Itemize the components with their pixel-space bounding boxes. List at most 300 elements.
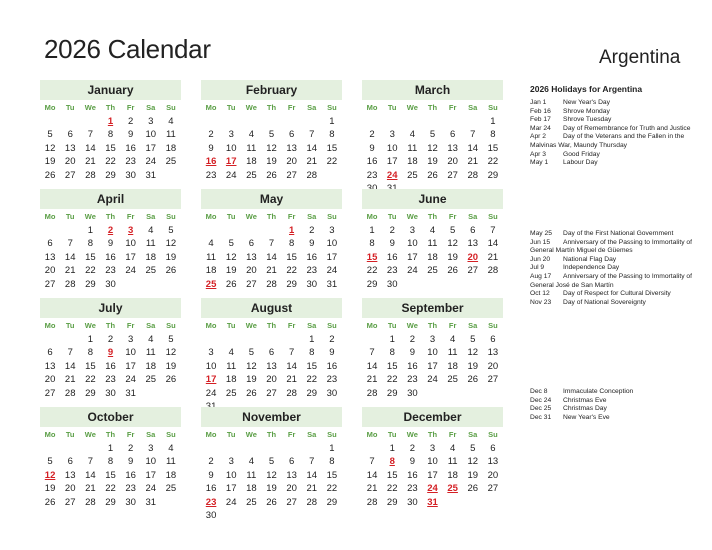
holiday-date: Feb 17: [530, 116, 551, 124]
day: 13: [467, 238, 479, 249]
day: 19: [165, 360, 177, 372]
month-title: June: [362, 189, 503, 209]
empty-day: [40, 442, 60, 456]
day: 29: [386, 496, 398, 508]
day: 24: [427, 374, 438, 385]
weekday-label: Sa: [146, 430, 156, 439]
holiday-day: 31: [427, 496, 438, 508]
holiday-item: [530, 133, 702, 150]
day: 29: [487, 169, 499, 181]
day: 3: [429, 442, 436, 454]
day: 22: [386, 483, 398, 494]
day: 20: [64, 483, 76, 494]
day: 21: [85, 156, 96, 167]
holiday-item: [530, 273, 702, 290]
day: 2: [369, 129, 375, 140]
day: 18: [447, 360, 458, 372]
empty-day: [40, 333, 60, 347]
day: 27: [64, 169, 76, 181]
empty-day: [221, 442, 241, 456]
holiday-name: Day of the Veterans and the Fallen in the Malvinas War, Maundy Thursday: [530, 133, 685, 149]
day: 30: [205, 510, 217, 521]
empty-day: [60, 224, 80, 238]
holiday-day: 17: [205, 374, 217, 385]
day: 19: [266, 483, 277, 494]
weekday-label: We: [245, 212, 257, 221]
holiday-list-group-1: [530, 99, 702, 168]
holiday-day: 12: [44, 469, 56, 481]
day: 6: [449, 129, 456, 140]
day: 31: [125, 387, 136, 399]
day: 11: [246, 469, 257, 481]
day: 24: [205, 387, 217, 399]
day: 26: [467, 374, 479, 385]
day: 4: [449, 333, 456, 345]
day: 23: [366, 169, 378, 181]
day: 7: [309, 129, 315, 140]
weekday-label: Fr: [126, 212, 135, 221]
weekday-label: Sa: [468, 430, 478, 439]
month-days: [40, 101, 181, 182]
holiday-date: Jun 20: [530, 255, 551, 263]
day: 29: [105, 169, 116, 181]
holiday-day: 9: [107, 347, 114, 358]
day: 12: [225, 251, 237, 263]
day: 9: [369, 142, 375, 154]
month-november: [201, 407, 342, 523]
day: 29: [386, 387, 398, 399]
day: 26: [44, 496, 56, 508]
day: 27: [44, 278, 56, 290]
weekday-label: We: [245, 321, 257, 330]
empty-day: [422, 115, 442, 129]
day: 12: [427, 142, 438, 154]
empty-day: [80, 115, 100, 129]
day: 12: [447, 238, 458, 249]
holiday-item: [530, 239, 702, 256]
day: 7: [288, 347, 295, 358]
empty-day: [261, 224, 281, 238]
day: 24: [326, 265, 338, 276]
holiday-date: Oct 12: [530, 290, 550, 298]
empty-day: [261, 115, 281, 129]
holiday-day: 20: [467, 251, 479, 263]
day: 1: [87, 333, 93, 345]
holiday-date: May 1: [530, 159, 549, 167]
day: 3: [148, 115, 154, 127]
day: 23: [105, 265, 116, 276]
day: 8: [107, 129, 114, 140]
weekday-label: Mo: [366, 430, 378, 439]
day: 9: [409, 456, 415, 467]
day: 4: [168, 115, 174, 127]
day: 5: [228, 238, 234, 249]
day: 12: [165, 347, 177, 358]
day: 13: [44, 360, 56, 372]
weekday-label: Sa: [146, 321, 156, 330]
day: 26: [447, 265, 458, 276]
day: 25: [165, 156, 177, 167]
day: 19: [427, 156, 438, 167]
day: 4: [248, 456, 254, 467]
page-title: 2026 Calendar: [44, 34, 211, 64]
day: 31: [326, 278, 338, 290]
month-days: [201, 210, 342, 291]
day: 15: [85, 360, 96, 372]
day: 31: [145, 496, 157, 508]
weekday-label: Sa: [307, 430, 317, 439]
holiday-name: Independence Day: [563, 264, 620, 272]
day: 7: [309, 456, 315, 467]
day: 4: [148, 224, 154, 236]
month-february: [201, 80, 342, 182]
weekday-label: We: [245, 430, 257, 439]
day: 21: [467, 156, 479, 167]
day: 8: [309, 347, 315, 358]
weekday-label: Mo: [44, 321, 56, 330]
day: 2: [329, 333, 335, 345]
weekday-label: Su: [327, 103, 337, 112]
day: 12: [165, 238, 177, 249]
day: 8: [87, 238, 93, 249]
empty-day: [302, 115, 322, 129]
day: 15: [487, 142, 499, 154]
day: 19: [165, 251, 177, 263]
day: 25: [246, 169, 257, 181]
month-days: [201, 319, 342, 414]
holiday-date: May 25: [530, 230, 552, 237]
day: 5: [268, 456, 275, 467]
day: 18: [165, 142, 177, 154]
day: 25: [165, 483, 177, 494]
weekday-label: Sa: [146, 103, 156, 112]
day: 30: [306, 278, 318, 290]
day: 5: [449, 224, 456, 236]
holiday-day: 1: [107, 115, 114, 127]
day: 21: [64, 265, 76, 276]
day: 18: [225, 374, 237, 385]
weekday-label: Sa: [468, 212, 478, 221]
day: 26: [266, 496, 277, 508]
day: 24: [145, 156, 157, 167]
month-days: [362, 319, 503, 400]
day: 24: [125, 374, 136, 385]
day: 3: [208, 347, 214, 358]
weekday-label: Th: [105, 430, 116, 439]
holiday-name: Shrove Tuesday: [563, 116, 612, 124]
day: 14: [366, 360, 378, 372]
day: 25: [407, 169, 418, 181]
day: 20: [487, 360, 499, 372]
day: 5: [168, 333, 174, 345]
day: 14: [467, 142, 479, 154]
day: 17: [427, 360, 438, 372]
day: 18: [145, 251, 157, 263]
day: 15: [85, 251, 96, 263]
month-title: February: [201, 80, 342, 100]
day: 16: [105, 251, 116, 263]
day: 27: [286, 169, 297, 181]
day: 3: [127, 333, 134, 345]
day: 15: [326, 469, 338, 481]
holiday-day: 3: [127, 224, 134, 236]
weekday-label: Mo: [44, 430, 56, 439]
holiday-day: 15: [366, 251, 378, 263]
day: 22: [326, 483, 338, 494]
weekday-label: Mo: [44, 212, 56, 221]
day: 24: [125, 265, 136, 276]
weekday-label: We: [406, 103, 418, 112]
month-december: [362, 407, 503, 509]
weekday-label: Su: [327, 212, 337, 221]
day: 24: [225, 496, 237, 508]
day: 14: [266, 251, 277, 263]
month-title: August: [201, 298, 342, 318]
day: 18: [427, 251, 438, 263]
day: 8: [329, 456, 335, 467]
holiday-item: [530, 230, 702, 239]
day: 20: [44, 265, 56, 276]
day: 10: [205, 360, 217, 372]
empty-day: [60, 115, 80, 129]
empty-day: [443, 115, 463, 129]
weekday-label: Su: [488, 321, 498, 330]
holiday-date: Jan 1: [530, 99, 547, 106]
day: 4: [248, 129, 254, 140]
day: 7: [470, 129, 476, 140]
day: 30: [407, 496, 418, 508]
day: 4: [168, 442, 174, 454]
weekday-label: Fr: [448, 212, 457, 221]
holiday-day: 16: [205, 156, 217, 167]
holiday-name: Anniversary of the Passing to Immortality of General Martín Miguel de Güemes: [530, 238, 692, 255]
day: 5: [268, 129, 275, 140]
day: 29: [286, 278, 297, 290]
day: 5: [47, 129, 53, 140]
day: 19: [44, 483, 56, 494]
day: 6: [47, 238, 53, 249]
weekday-label: Fr: [287, 430, 296, 439]
month-title: December: [362, 407, 503, 427]
day: 16: [105, 360, 116, 372]
holiday-name: Day of the First National Government: [563, 230, 674, 237]
holiday-day: 1: [288, 224, 295, 236]
empty-day: [282, 115, 302, 129]
holiday-name: Labour Day: [563, 159, 598, 167]
day: 6: [47, 347, 53, 358]
weekday-label: Th: [427, 321, 438, 330]
month-days: [201, 101, 342, 182]
day: 15: [306, 360, 318, 372]
day: 7: [369, 456, 375, 467]
day: 2: [208, 456, 214, 467]
weekday-label: Su: [488, 103, 498, 112]
weekday-label: Th: [105, 321, 116, 330]
day: 20: [286, 156, 297, 167]
weekday-label: Fr: [448, 103, 457, 112]
empty-day: [282, 333, 302, 347]
weekday-label: Tu: [226, 321, 236, 330]
day: 2: [309, 224, 315, 236]
empty-day: [201, 333, 221, 347]
weekday-label: Tu: [226, 103, 236, 112]
day: 8: [107, 456, 114, 467]
day: 13: [487, 347, 499, 358]
month-title: July: [40, 298, 181, 318]
day: 10: [427, 347, 438, 358]
day: 28: [85, 496, 96, 508]
day: 7: [87, 456, 93, 467]
day: 1: [107, 442, 114, 454]
day: 13: [266, 360, 277, 372]
day: 14: [366, 469, 378, 481]
day: 6: [248, 238, 254, 249]
day: 31: [145, 169, 157, 181]
day: 15: [326, 142, 338, 154]
weekday-label: Fr: [126, 103, 135, 112]
day: 11: [447, 347, 458, 358]
day: 30: [407, 387, 418, 399]
weekday-label: We: [245, 103, 257, 112]
day: 8: [490, 129, 496, 140]
day: 15: [386, 360, 398, 372]
holiday-date: Jun 15: [530, 238, 551, 246]
day: 15: [286, 251, 297, 263]
empty-day: [60, 333, 80, 347]
day: 6: [490, 442, 496, 454]
weekday-label: Mo: [366, 212, 378, 221]
day: 26: [44, 169, 56, 181]
day: 1: [309, 333, 315, 345]
day: 20: [286, 483, 297, 494]
weekday-label: We: [84, 430, 96, 439]
day: 23: [386, 265, 398, 276]
day: 12: [266, 142, 277, 154]
empty-day: [221, 224, 241, 238]
holiday-item: [530, 151, 702, 160]
day: 21: [266, 265, 277, 276]
holiday-item: [530, 125, 702, 134]
day: 1: [389, 333, 395, 345]
day: 19: [266, 156, 277, 167]
day: 30: [386, 278, 398, 290]
holiday-name: New Year's Day: [563, 99, 610, 106]
holiday-day: 17: [225, 156, 237, 167]
day: 16: [386, 251, 398, 263]
holiday-item: [530, 290, 702, 299]
day: 28: [487, 265, 499, 276]
day: 27: [266, 387, 277, 399]
day: 18: [145, 360, 157, 372]
day: 12: [266, 469, 277, 481]
month-days: [362, 428, 503, 509]
month-title: January: [40, 80, 181, 100]
day: 21: [366, 374, 378, 385]
empty-day: [382, 115, 402, 129]
weekday-label: Tu: [226, 430, 236, 439]
day: 7: [268, 238, 275, 249]
empty-day: [463, 115, 483, 129]
day: 24: [407, 265, 418, 276]
day: 14: [85, 469, 96, 481]
day: 23: [326, 374, 338, 385]
day: 27: [246, 278, 257, 290]
weekday-label: Th: [427, 103, 438, 112]
day: 14: [64, 251, 76, 263]
weekday-label: Fr: [126, 321, 135, 330]
holiday-date: Dec 31: [530, 413, 552, 421]
day: 28: [64, 387, 76, 399]
empty-day: [362, 333, 382, 347]
day: 21: [487, 251, 499, 263]
weekday-label: Fr: [448, 321, 457, 330]
day: 25: [427, 265, 438, 276]
weekday-label: Tu: [226, 212, 236, 221]
day: 25: [246, 496, 257, 508]
day: 6: [268, 347, 275, 358]
weekday-label: Mo: [366, 321, 378, 330]
holiday-item: [530, 299, 702, 308]
day: 9: [127, 129, 134, 140]
day: 21: [306, 483, 318, 494]
weekday-label: Mo: [205, 321, 217, 330]
day: 25: [225, 387, 237, 399]
month-title: April: [40, 189, 181, 209]
month-title: May: [201, 189, 342, 209]
day: 26: [165, 374, 177, 385]
day: 4: [228, 347, 234, 358]
day: 5: [470, 333, 476, 345]
day: 17: [225, 483, 237, 494]
weekday-label: We: [406, 212, 418, 221]
day: 9: [127, 456, 134, 467]
weekday-label: Su: [327, 430, 337, 439]
holiday-date: Jul 9: [530, 264, 545, 272]
day: 22: [306, 374, 318, 385]
day: 25: [447, 374, 458, 385]
weekday-label: Fr: [287, 212, 296, 221]
day: 5: [168, 224, 174, 236]
empty-day: [201, 442, 221, 456]
day: 3: [228, 129, 234, 140]
day: 8: [369, 238, 375, 249]
day: 1: [329, 115, 335, 127]
day: 21: [306, 156, 318, 167]
holiday-name: Christmas Day: [563, 405, 607, 413]
day: 28: [286, 387, 297, 399]
empty-day: [80, 442, 100, 456]
month-january: [40, 80, 181, 182]
day: 12: [467, 347, 479, 358]
day: 27: [286, 496, 297, 508]
weekday-label: Su: [166, 103, 176, 112]
day: 17: [125, 360, 136, 372]
day: 5: [248, 347, 254, 358]
weekday-label: Tu: [387, 321, 397, 330]
day: 2: [127, 115, 134, 127]
day: 21: [366, 483, 378, 494]
holiday-list-group-3: [530, 388, 702, 422]
day: 11: [145, 238, 156, 249]
weekday-label: Th: [266, 321, 277, 330]
weekday-label: Tu: [387, 212, 397, 221]
month-march: [362, 80, 503, 196]
weekday-label: Mo: [205, 103, 217, 112]
day: 16: [407, 469, 418, 481]
day: 22: [326, 156, 338, 167]
day: 28: [266, 278, 277, 290]
empty-day: [40, 115, 60, 129]
